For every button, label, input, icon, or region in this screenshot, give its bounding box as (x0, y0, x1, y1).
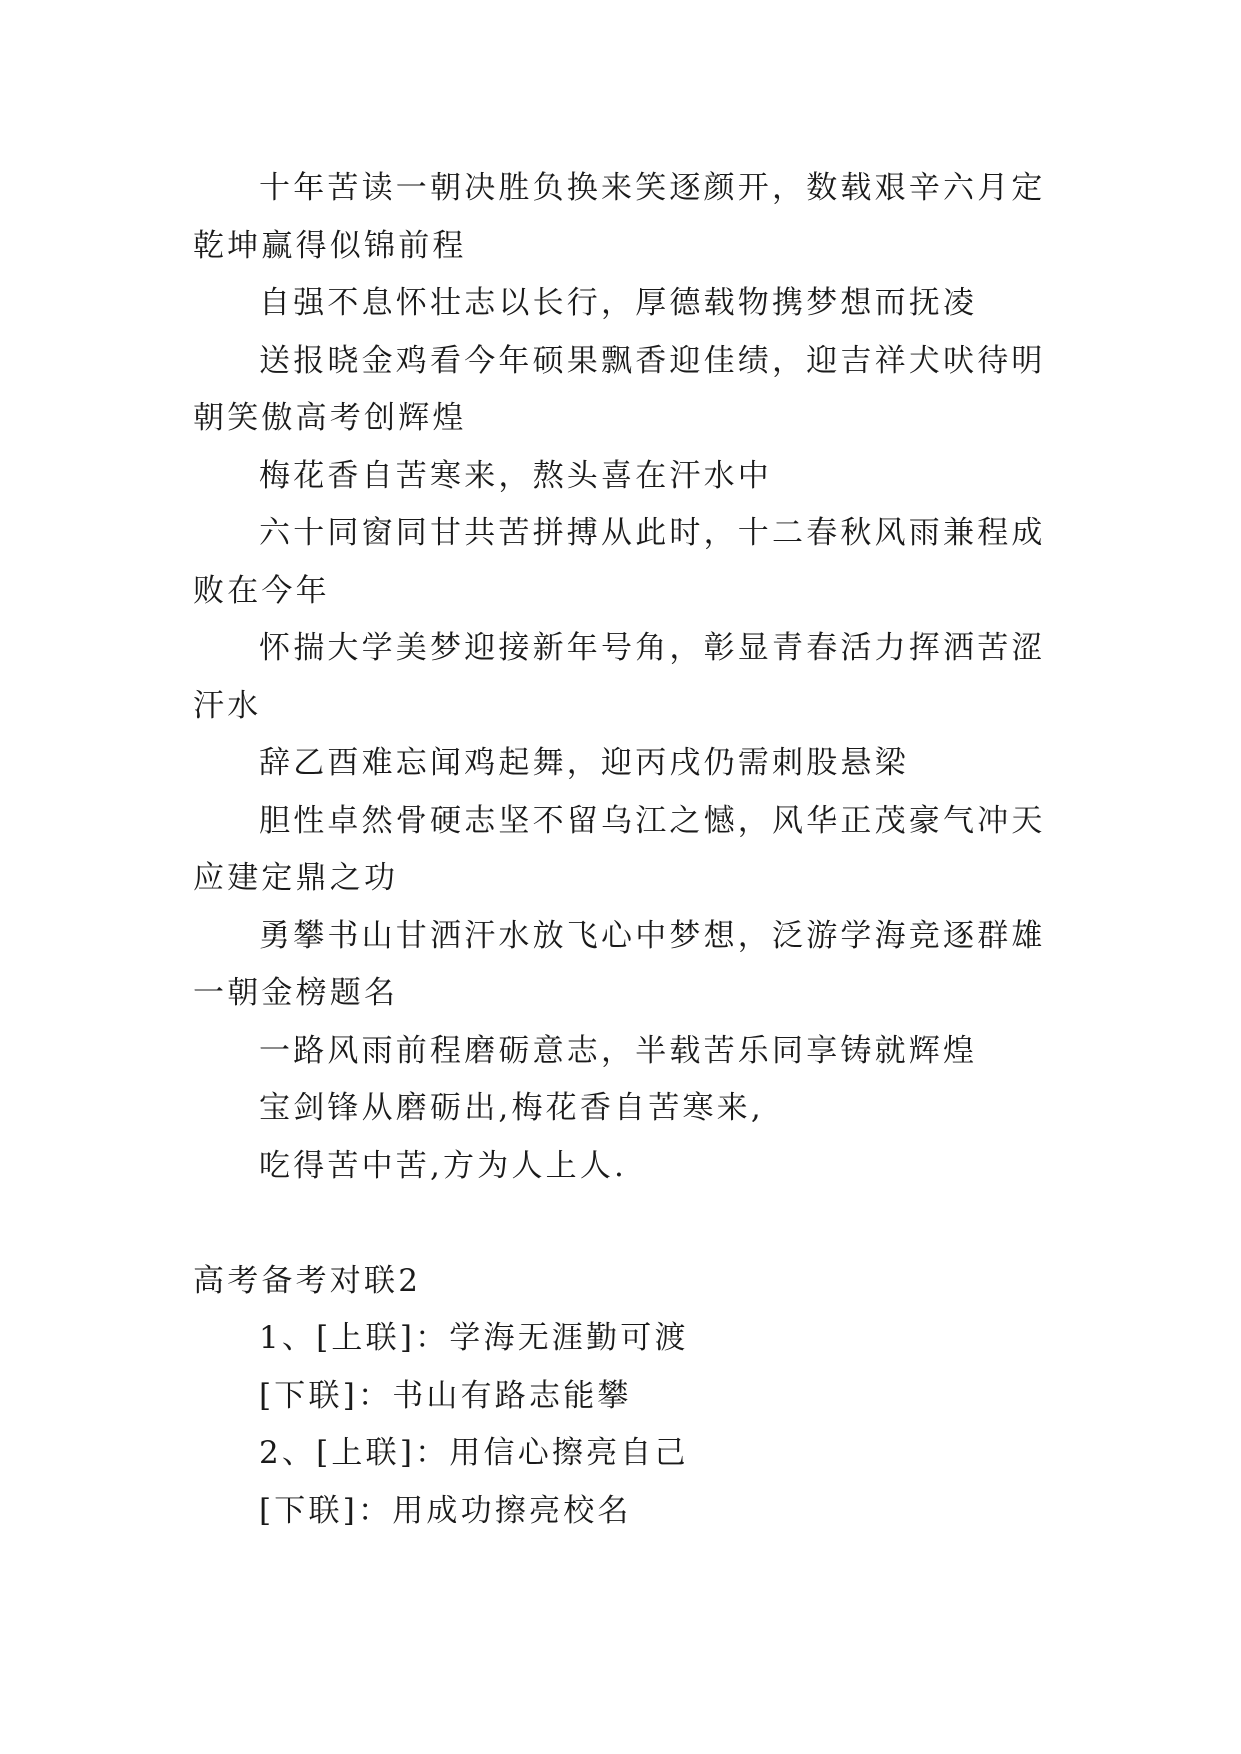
paragraph: 六十同窗同甘共苦拼搏从此时，十二春秋风雨兼程成败在今年 (193, 515, 1046, 609)
document-body (193, 160, 1053, 1540)
couplet-line: [下联]：书山有路志能攀 (259, 1377, 632, 1414)
paragraph: 十年苦读一朝决胜负换来笑逐颜开，数载艰辛六月定乾坤赢得似锦前程 (193, 170, 1046, 264)
couplet-line: 1、[上联]：学海无涯勤可渡 (259, 1320, 689, 1356)
paragraph: 宝剑锋从磨砺出,梅花香自苦寒来, (259, 1090, 764, 1126)
paragraph: 胆性卓然骨硬志坚不留乌江之憾，风华正茂豪气冲天应建定鼎之功 (193, 802, 1046, 896)
section-title: 高考备考对联2 (193, 1262, 422, 1299)
paragraph: 勇攀书山甘洒汗水放飞心中梦想，泛游学海竞逐群雄一朝金榜题名 (193, 917, 1046, 1011)
paragraph: 辞乙酉难忘闻鸡起舞，迎丙戌仍需刺股悬梁 (259, 745, 909, 781)
paragraph: 一路风雨前程磨砺意志，半载苦乐同享铸就辉煌 (259, 1032, 978, 1069)
paragraph: 梅花香自苦寒来，熬头喜在汗水中 (259, 457, 772, 494)
paragraph: 送报晓金鸡看今年硕果飘香迎佳绩，迎吉祥犬吠待明朝笑傲高考创辉煌 (193, 342, 1046, 436)
couplet-line: 2、[上联]：用信心擦亮自己 (259, 1435, 689, 1471)
paragraph: 怀揣大学美梦迎接新年号角，彰显青春活力挥洒苦涩汗水 (193, 630, 1046, 724)
paragraph: 吃得苦中苦,方为人上人. (259, 1147, 628, 1184)
paragraph: 自强不息怀壮志以长行，厚德载物携梦想而抚凌 (259, 285, 978, 321)
couplet-line: [下联]：用成功擦亮校名 (259, 1492, 632, 1529)
blank-line (193, 1195, 1053, 1253)
